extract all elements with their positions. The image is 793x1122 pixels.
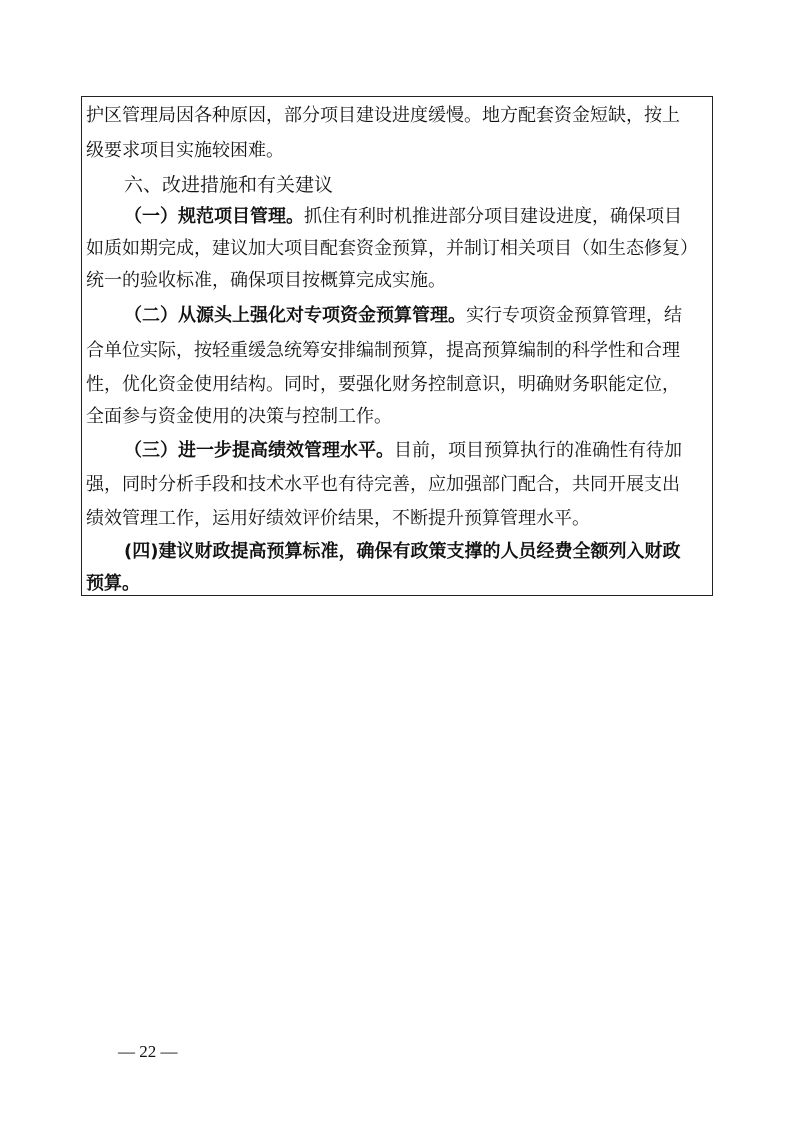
paragraph-line: 护区管理局因各种原因，部分项目建设进度缓慢。地方配套资金短缺，按上 (86, 105, 680, 126)
item-3-first-line (124, 441, 682, 461)
paragraph-line: 绩效管理工作，运用好绩效评价结果，不断提升预算管理水平。 (86, 508, 590, 529)
item-1-first-line (124, 207, 682, 227)
item-3-text: 目前，项目预算执行的准确性有待加 (394, 440, 682, 461)
paragraph-line: 统一的验收标准，确保项目按概算完成实施。 (86, 270, 446, 291)
section-heading: 六、改进措施和有关建议 (124, 174, 334, 196)
item-4-line: (四)建议财政提高预算标准，确保有政策支撑的人员经费全额列入财政 (124, 541, 681, 562)
item-2-first-line (124, 306, 682, 326)
item-1-text: 抓住有利时机推进部分项目建设进度，确保项目 (304, 206, 682, 227)
paragraph-line: 级要求项目实施较困难。 (86, 140, 284, 161)
paragraph-line: 性，优化资金使用结构。同时，要强化财务控制意识，明确财务职能定位， (86, 374, 680, 395)
page-number: — 22 — (118, 1042, 178, 1061)
item-2-text: 实行专项资金预算管理，结 (466, 305, 682, 326)
item-3-title: （三）进一步提高绩效管理水平。 (124, 440, 394, 461)
paragraph-line: 全面参与资金使用的决策与控制工作。 (86, 406, 392, 427)
paragraph-line: 强，同时分析手段和技术水平也有待完善，应加强部门配合，共同开展支出 (86, 474, 680, 495)
paragraph-line: 如质如期完成，建议加大项目配套资金预算，并制订相关项目（如生态修复） (86, 238, 698, 259)
item-1-title: （一）规范项目管理。 (124, 206, 304, 227)
item-2-title: （二）从源头上强化对专项资金预算管理。 (124, 305, 466, 326)
paragraph-line: 合单位实际，按轻重缓急统筹安排编制预算，提高预算编制的科学性和合理 (86, 340, 680, 361)
item-4-line: 预算。 (86, 573, 140, 594)
